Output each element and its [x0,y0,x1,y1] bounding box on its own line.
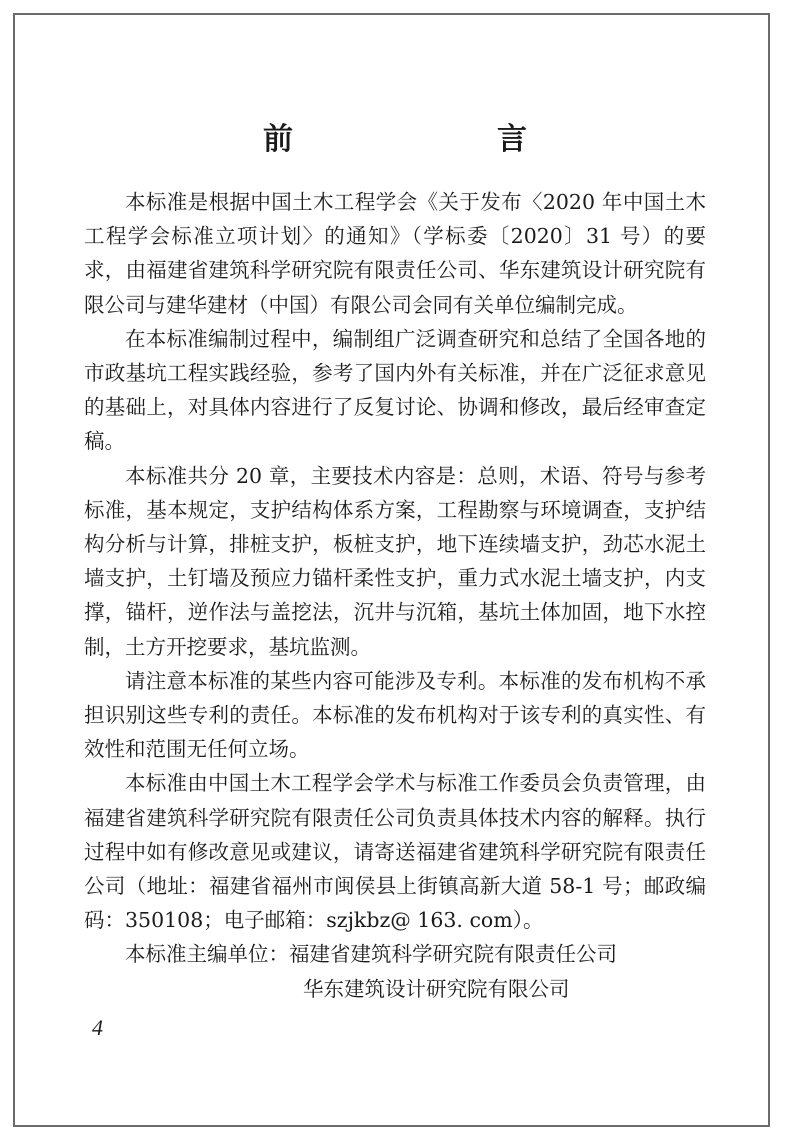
paragraph-contents: 本标准共分 20 章，主要技术内容是：总则，术语、符号与参考标准，基本规定，支护结构体系方案，工程勘察与环境调查，支护结构分析与计算，排桩支护，板桩支护，地下连续墙支护，劲芯水泥土墙支护，土钉墙及预应力锚杆柔性支护，重力式水泥土墙支护，内支撑，锚杆，逆作法与盖挖法，沉井与沉箱，基坑土体加固，地下水控制，土方开挖要求，基坑监测。 [84,463,706,659]
chief-editor-unit-2: 华东建筑设计研究院有限公司 [303,976,570,1001]
chief-editor-units [84,937,706,1005]
paragraph-management: 本标准由中国土木工程学会学术与标准工作委员会负责管理，由福建省建筑科学研究院有限责任公司负责具体技术内容的解释。执行过程中如有修改意见或建议，请寄送福建省建筑科学研究院有限责任公司（地址：福建省福州市闽侯县上街镇高新大道 58-1 号；邮政编码：350108；电子邮箱：szjkbz@ 163. com）。 [84,771,706,933]
paragraph-patent: 请注意本标准的某些内容可能涉及专利。本标准的发布机构不承担识别这些专利的责任。本标准的发布机构对于该专利的真实性、有效性和范围无任何立场。 [84,668,706,762]
page-title: 前 言 [263,122,575,158]
page-number: 4 [92,1015,103,1040]
chief-editor-unit-1: 福建省建筑科学研究院有限责任公司 [289,942,617,967]
paragraph-compilation: 在本标准编制过程中，编制组广泛调查研究和总结了全国各地的市政基坑工程实践经验，参考了国内外有关标准，并在广泛征求意见的基础上，对具体内容进行了反复讨论、协调和修改，最后经审查定稿。 [84,326,706,454]
paragraph-basis: 本标准是根据中国土木工程学会《关于发布〈2020 年中国土木工程学会标准立项计划〉的通知》（学标委〔2020〕31 号）的要求，由福建省建筑科学研究院有限责任公司、华东建筑设计研究院有限公司与建华建材（中国）有限公司会同有关单位编制完成。 [84,190,706,317]
preface-body [84,185,706,1006]
chief-editor-label: 本标准主编单位： [125,942,289,967]
